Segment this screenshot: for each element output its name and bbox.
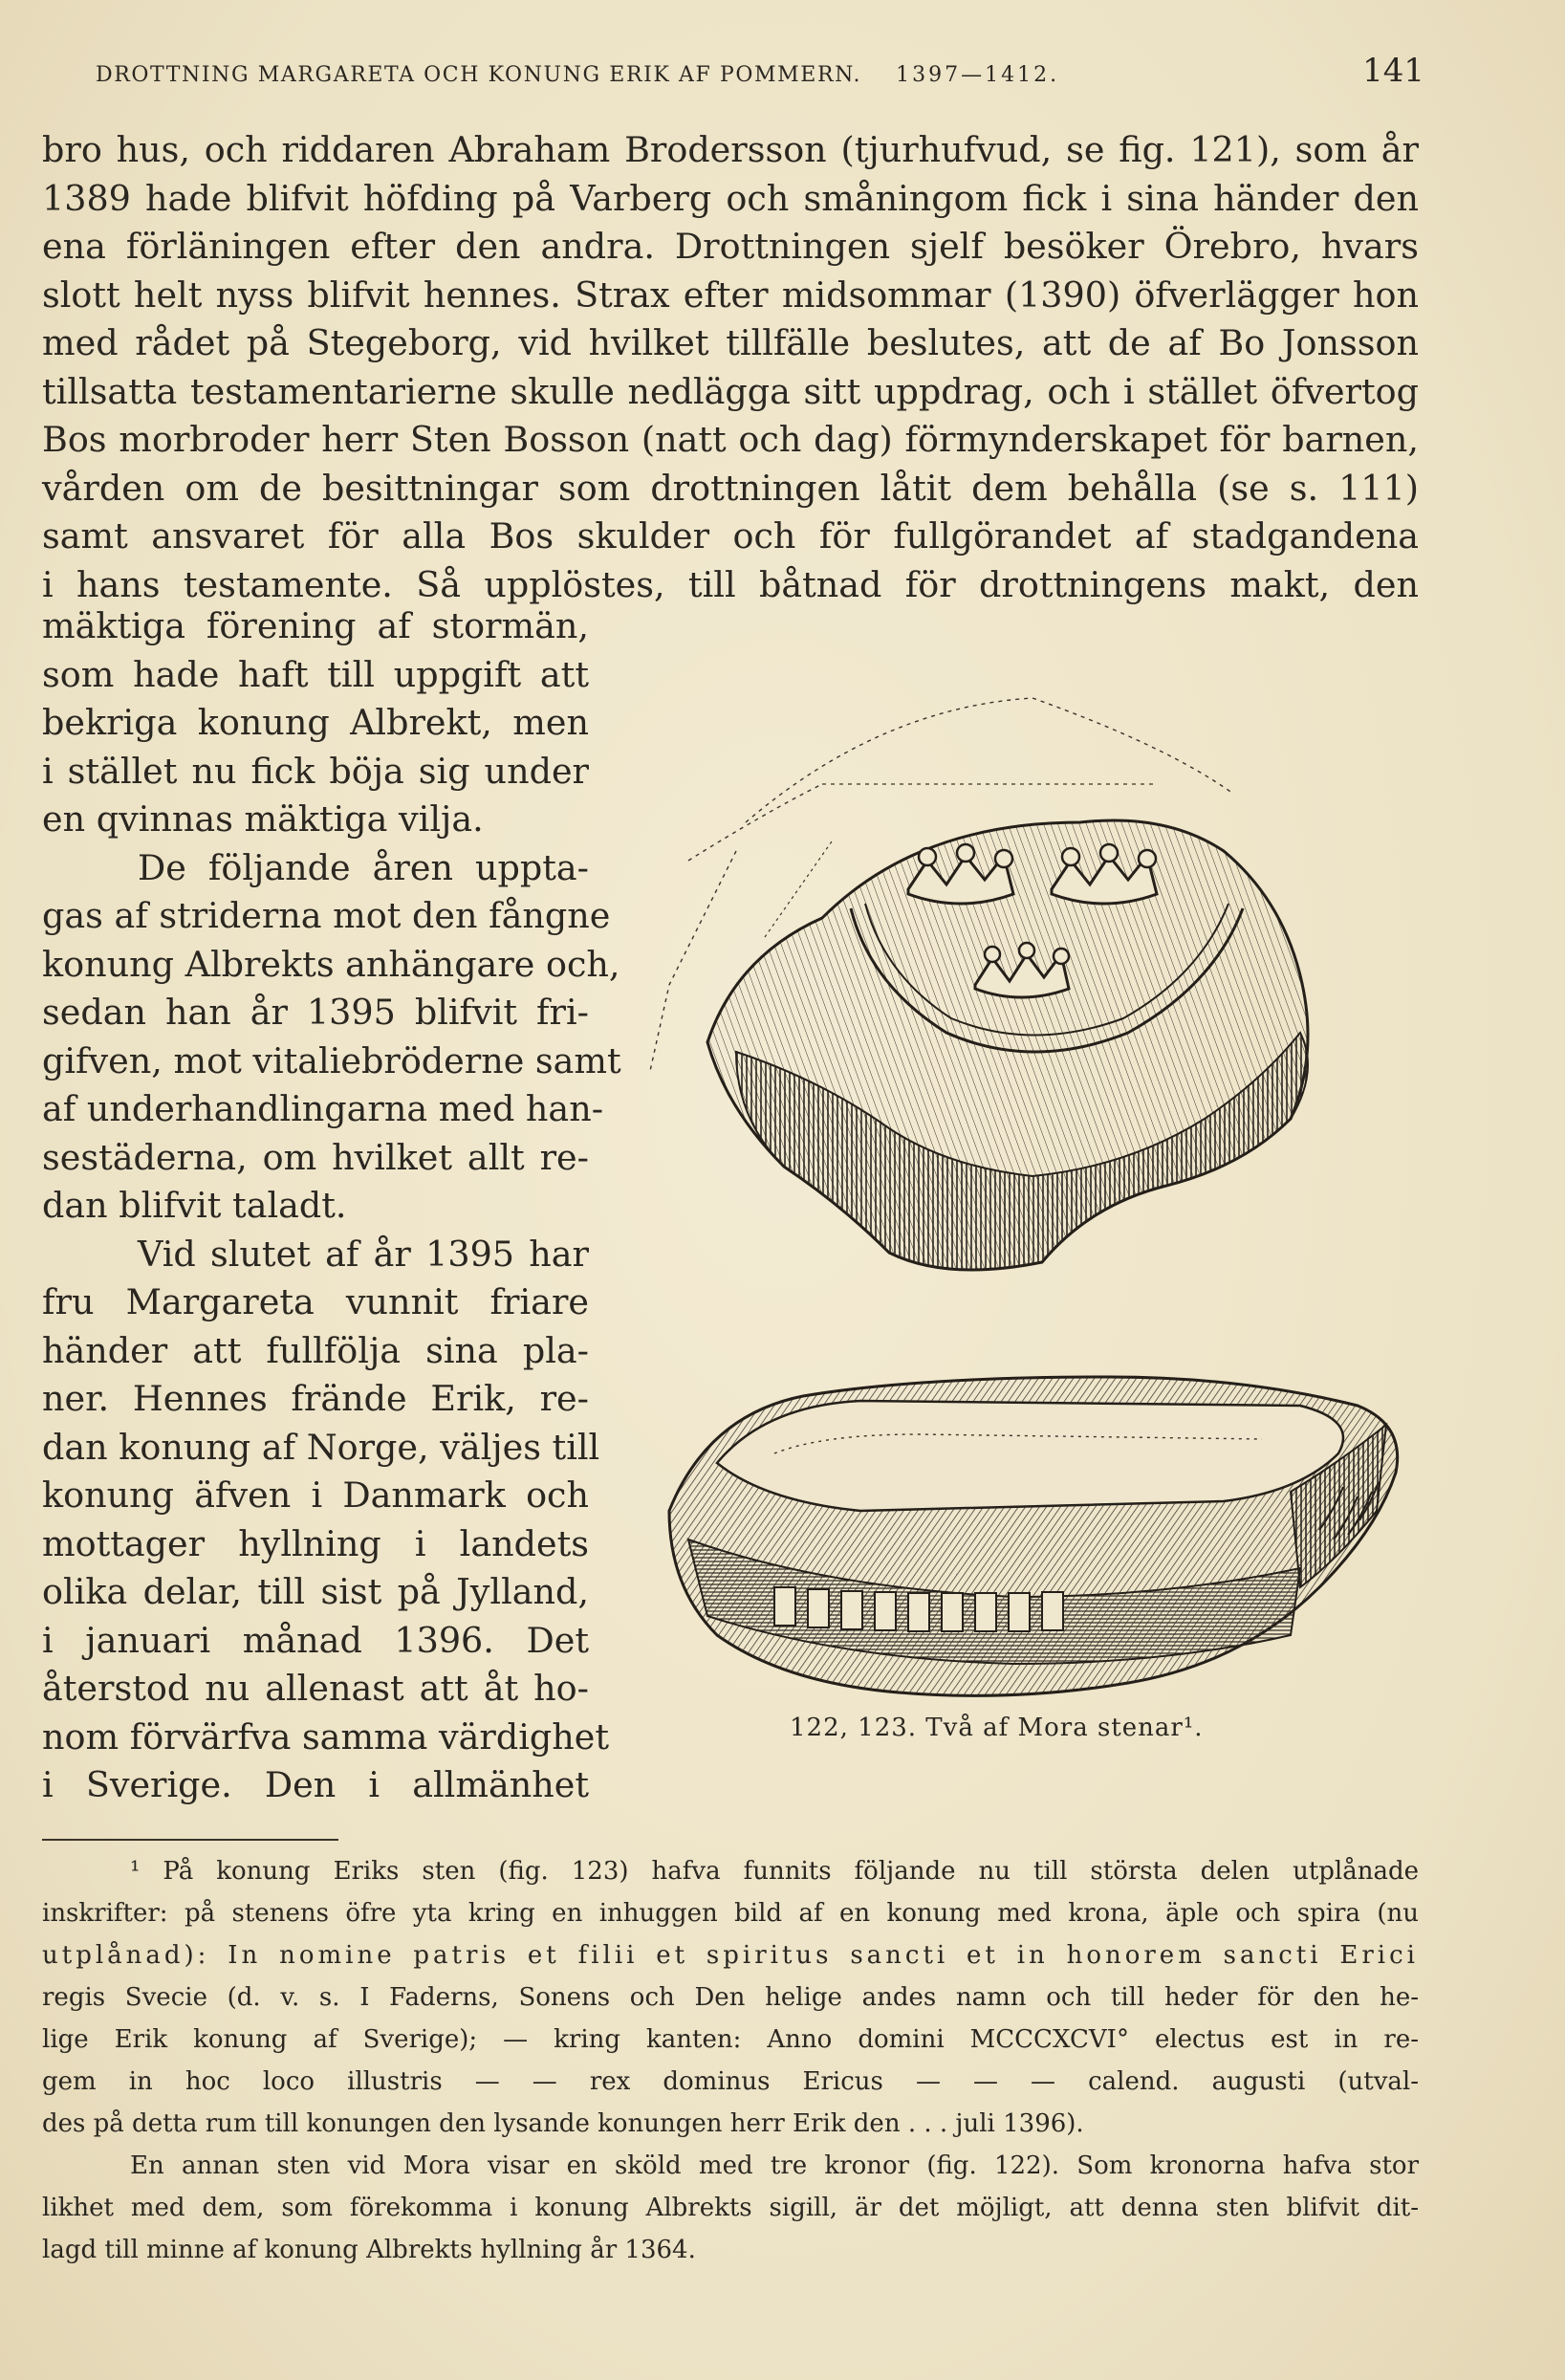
text-line: ner. Hennes frände Erik, re- <box>42 1378 589 1419</box>
figure-caption: 122, 123. Två af Mora stenar¹. <box>790 1714 1204 1742</box>
crown-icon <box>1052 844 1157 904</box>
text-line: med rådet på Stegeborg, vid hvilket tillfälle beslutes, att de af Bo Jonsson <box>42 322 1419 363</box>
mora-stones-engraving <box>631 669 1424 1740</box>
footnote-rule <box>42 1839 338 1841</box>
text-line: vården om de besittningar som drottningen låtit dem behålla (se s. 111) <box>42 467 1419 509</box>
footnote-line: likhet med dem, som förekomma i konung Albrekts sigill, är det möjligt, att denna sten blifvit dit- <box>42 2194 1419 2222</box>
footnote-line: gem in hoc loco illustris — — rex dominus Ericus — — — calend. augusti (utval- <box>42 2067 1419 2096</box>
footnote-line: regis Svecie (d. v. s. I Faderns, Sonens och Den helige andes namn och till heder för den he- <box>42 1983 1419 2012</box>
text-line: återstod nu allenast att åt ho- <box>42 1668 589 1709</box>
text-line: 1389 hade blifvit höfding på Varberg och småningom fick i sina händer den <box>42 177 1419 219</box>
text-line: tillsatta testamentarierne skulle nedlägga sitt uppdrag, och i stället öfvertog <box>42 370 1419 412</box>
text-line: sestäderna, om hvilket allt re- <box>42 1136 589 1178</box>
text-line: som hade haft till uppgift att <box>42 653 589 695</box>
footnote-line: ¹ På konung Eriks sten (fig. 123) hafva funnits följande nu till största delen utplånade <box>130 1857 1419 1886</box>
stone-fig-123 <box>669 1377 1398 1695</box>
text-line: konung äfven i Danmark och <box>42 1474 589 1516</box>
text-line: bro hus, och riddaren Abraham Brodersson (tjurhufvud, se fig. 121), som år <box>42 129 1419 170</box>
text-line: konung Albrekts anhängare och, <box>42 943 620 985</box>
footnote-line: lige Erik konung af Sverige); — kring kanten: Anno domini MCCCXCVI° electus est in re- <box>42 2025 1419 2054</box>
text-line: i januari månad 1396. Det <box>42 1619 589 1661</box>
text-line: ena förläningen efter den andra. Drottningen sjelf besöker Örebro, hvars <box>42 226 1419 267</box>
text-line: i stället nu fick böja sig under <box>42 750 589 792</box>
body-text-column <box>42 602 621 1810</box>
text-line: sedan han år 1395 blifvit fri- <box>42 992 589 1033</box>
text-line: Bos morbroder herr Sten Bosson (natt och dag) förmynderskapet för barnen, <box>42 419 1419 460</box>
text-line: fru Margareta vunnit friare <box>42 1281 589 1322</box>
text-line: i hans testamente. Så upplöstes, till båtnad för drottningens makt, den <box>42 563 1419 605</box>
header-years: 1397—1412. <box>896 63 1060 87</box>
text-line: De följande åren uppta- <box>138 846 589 888</box>
running-header <box>96 52 1424 90</box>
text-line: i Sverige. Den i allmänhet <box>42 1764 589 1805</box>
footnote-line: inskrifter: på stenens öfre yta kring en inhuggen bild af en konung med krona, äple och spira (nu <box>42 1899 1419 1928</box>
text-line: olika delar, till sist på Jylland, <box>42 1571 589 1612</box>
stone-fig-122 <box>650 698 1308 1270</box>
crown-icon <box>975 943 1069 997</box>
running-title: DROTTNING MARGARETA OCH KONUNG ERIK AF POMMERN. <box>96 63 862 87</box>
text-line: mäktiga förening af stormän, <box>42 605 589 646</box>
text-line: dan blifvit taladt. <box>42 1185 347 1226</box>
text-line: nom förvärfva samma värdighet <box>42 1715 610 1758</box>
footnote-line: utplånad): In nomine patris et filii et spiritus sancti et in honorem sancti Erici <box>42 1941 1419 1970</box>
footnote-line: lagd till minne af konung Albrekts hyllning år 1364. <box>42 2236 696 2264</box>
text-line: dan konung af Norge, väljes till <box>42 1426 600 1468</box>
body-text-full-width <box>42 126 1419 609</box>
text-line: samt ansvaret för alla Bos skulder och för fullgörandet af stadgandena <box>42 515 1419 557</box>
text-line: en qvinnas mäktiga vilja. <box>42 798 484 840</box>
text-line: bekriga konung Albrekt, men <box>42 702 589 743</box>
text-line: Vid slutet af år 1395 har <box>138 1233 589 1275</box>
text-line: mottager hyllning i landets <box>42 1522 589 1564</box>
footnotes <box>42 1850 1419 2271</box>
text-line: gifven, mot vitaliebröderne samt <box>42 1039 621 1081</box>
text-line: af underhandlingarna med han- <box>42 1088 604 1129</box>
page-number: 141 <box>1362 52 1424 90</box>
footnote-line: En annan sten vid Mora visar en sköld med tre kronor (fig. 122). Som kronorna hafva stor <box>130 2151 1419 2180</box>
text-line: gas af striderna mot den fångne <box>42 895 611 936</box>
footnote-line: des på detta rum till konungen den lysande konungen herr Erik den . . . juli 1396). <box>42 2109 1084 2138</box>
text-line: slott helt nyss blifvit hennes. Strax efter midsommar (1390) öfverlägger hon <box>42 273 1419 316</box>
text-line: händer att fullfölja sina pla- <box>42 1329 589 1371</box>
crown-icon <box>908 844 1013 904</box>
